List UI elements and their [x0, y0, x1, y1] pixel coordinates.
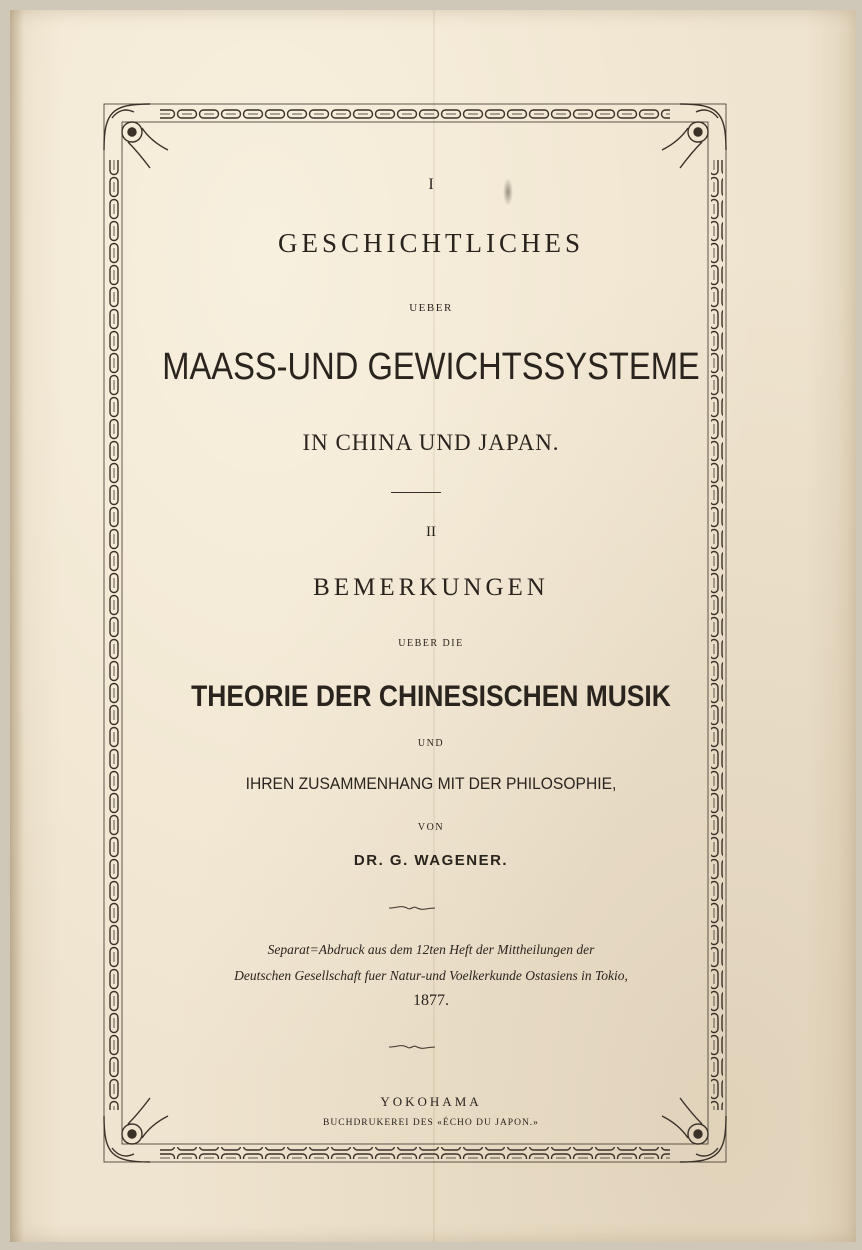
part-one-subject: MAASS-UND GEWICHTSSYSTEME: [162, 346, 700, 388]
corner-ornament-top-left: [104, 104, 168, 168]
flourish-ornament-lower: [387, 1042, 437, 1052]
imprint-printer: BUCHDRUKEREI DES «ÉCHO DU JAPON.»: [323, 1118, 539, 1128]
reprint-line-2: Deutschen Gesellschaft fuer Natur-und Voelkerkunde Ostasiens in Tokio,: [234, 968, 628, 983]
frame-inner-line: [122, 122, 708, 1144]
flourish-ornament: [387, 903, 437, 913]
part-one-numeral: I: [428, 176, 434, 193]
part-two-subject: THEORIE DER CHINESISCHEN MUSIK: [191, 680, 671, 713]
part-two-and: UND: [417, 738, 445, 749]
chain-top: [160, 107, 670, 119]
part-two-title: BEMERKUNGEN: [313, 574, 549, 601]
chain-bottom: [160, 1147, 670, 1159]
part-one-connector: UEBER: [409, 302, 453, 314]
section-divider-rule: [391, 492, 441, 493]
reprint-line-1: Separat=Abdruck aus dem 12ten Heft der Mittheilungen der: [267, 942, 595, 957]
reprint-year: 1877.: [413, 992, 449, 1009]
part-two-connector: UEBER DIE: [398, 638, 464, 649]
imprint-city: YOKOHAMA: [380, 1094, 482, 1109]
part-one-title: GESCHICHTLICHES: [277, 228, 584, 258]
author-name: DR. G. WAGENER.: [353, 852, 509, 869]
part-two-numeral: II: [426, 524, 436, 540]
part-one-place: IN CHINA UND JAPAN.: [302, 430, 560, 455]
part-two-relation: IHREN ZUSAMMENHANG MIT DER PHILOSOPHIE,: [245, 774, 617, 793]
corner-ornament-top-right: [662, 104, 726, 168]
author-prefix: VON: [417, 822, 445, 833]
